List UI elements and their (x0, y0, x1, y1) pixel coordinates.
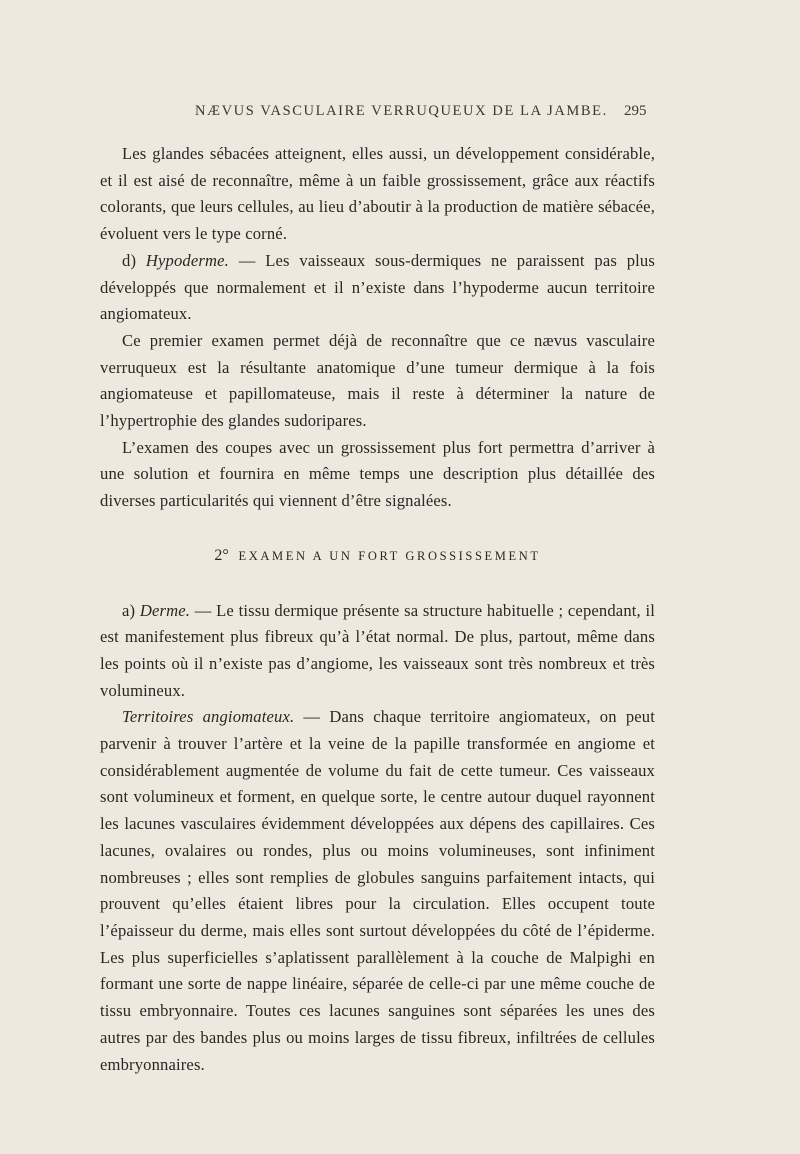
section-heading (100, 543, 655, 570)
paragraph-hypoderme (100, 248, 655, 328)
paragraph-italic-term: Hypoderme. (145, 250, 229, 270)
paragraph-italic-term: Territoires angiomateux. (122, 707, 295, 727)
paragraph-italic-term: Derme. (139, 600, 191, 620)
page-number: 295 (624, 103, 647, 119)
section-number: 2° (214, 546, 229, 564)
paragraph-text: — Les vaisseaux sous-dermiques ne paraissent pas plus développés que normalement et il n’existe dans l’hypoderme aucun territoire angiomateux. (100, 250, 655, 324)
running-head: NÆVUS VASCULAIRE VERRUQUEUX DE LA JAMBE. (195, 103, 608, 119)
paragraph-text: — Le tissu dermique présente sa structure habituelle ; cependant, il est manifestement plus fibreux qu’à l’état normal. De plus, partout, même dans les points où il n’existe pas d’angiome, les vaisseaux sont très nombreux et très volumineux. (100, 600, 656, 700)
paragraph-lead: d) (122, 250, 146, 270)
paragraph-glandes-sebacees (100, 141, 655, 248)
paragraph-premier-examen (100, 328, 655, 435)
paragraph-lead: a) (122, 600, 140, 620)
paragraph-text: — Dans chaque territoire angiomateux, on peut parvenir à trouver l’artère et la veine de la papille transformée en angiome et considérablement augmentée de volume du fait de cette tumeur. Ces vaisseaux sont volumineux et forment, en quelque sorte, le centre autour duquel rayonnent les lacunes vasculaires évidemment développées aux dépens des capillaires. Ces lacunes, ovalaires ou rondes, plus ou moins volumineuses, sont infiniment nombreuses ; elles sont remplies de globules sanguins parfaitement intacts, qui prouvent qu’elles étaient libres pour la circulation. Elles occupent toute l’épaisseur du derme, mais elles sont surtout développées du côté de l’épiderme. Les plus superficielles s’aplatissent parallèlement à la couche de Malpighi en formant une sorte de nappe linéaire, séparée de celle-ci par une même couche de tissu embryonnaire. Toutes ces lacunes sanguines sont séparées les unes des autres par des bandes plus ou moins larges de tissu fibreux, infiltrées de cellules embryonnaires. (100, 707, 656, 1074)
paragraph-territoires (100, 704, 655, 1078)
paragraph-examen-coupes (100, 435, 655, 515)
section-title: EXAMEN A UN FORT GROSSISSEMENT (238, 548, 541, 563)
paragraph-text: Les glandes sébacées atteignent, elles aussi, un développement considérable, et il est aisé de reconnaître, même à un faible grossissement, grâce aux réactifs colorants, que leurs cellules, au lieu d’aboutir à la production de matière sébacée, évoluent vers le type corné. (100, 144, 655, 244)
body-text (100, 141, 655, 1078)
paragraph-text: Ce premier examen permet déjà de reconnaître que ce nævus vasculaire verruqueux est la résultante anatomique d’une tumeur dermique à la fois angiomateuse et papillomateuse, mais il reste à déterminer la nature de l’hypertrophie des glandes sudoripares. (100, 330, 655, 431)
paragraph-derme (100, 598, 655, 705)
paragraph-text: L’examen des coupes avec un grossissement plus fort permettra d’arriver à une solution et fournira en même temps une description plus détaillée des diverses particularités qui viennent d’être signalées. (100, 437, 655, 511)
